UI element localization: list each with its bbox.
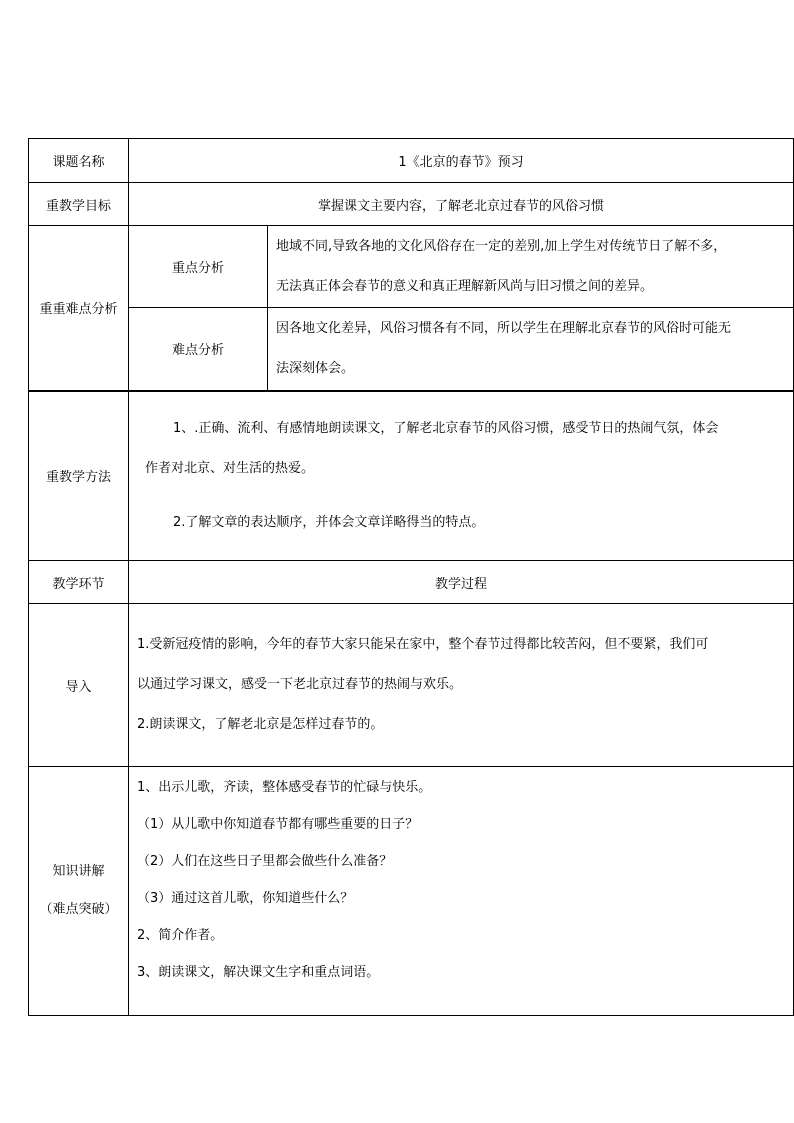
difficult-analysis-label: 难点分析 xyxy=(129,308,268,391)
knowledge-line: （3）通过这首儿歌，你知道些什么？ xyxy=(137,891,354,906)
intro-line: 1.受新冠疫情的影响，今年的春节大家只能呆在家中，整个春节过得都比较苦闷，但不要紧，我们可 xyxy=(137,637,709,652)
method-label: 重教学方法 xyxy=(29,391,129,561)
intro-line: 以通过学习课文，感受一下老北京过春节的热闹与欢乐。 xyxy=(137,677,463,692)
key-analysis-text xyxy=(268,226,794,308)
row-difficult-analysis xyxy=(29,308,794,391)
header-stage: 教学环节 xyxy=(29,561,129,604)
analysis-label: 重重难点分析 xyxy=(29,226,129,391)
knowledge-label xyxy=(29,767,129,1016)
knowledge-line: 3、朗读课文，解决课文生字和重点词语。 xyxy=(137,965,380,980)
key-analysis-line: 地域不同,导致各地的文化风俗存在一定的差别,加上学生对传统节日了解不多， xyxy=(276,238,727,254)
row-knowledge xyxy=(29,767,794,1016)
key-analysis-line: 无法真正体会春节的意义和真正理解新风尚与旧习惯之间的差异。 xyxy=(276,278,654,294)
intro-label: 导入 xyxy=(29,604,129,767)
title-value: 1《北京的春节》预习 xyxy=(129,139,794,183)
method-point-2: 2.了解文章的表达顺序，并体会文章详略得当的特点。 xyxy=(173,514,485,530)
header-process: 教学过程 xyxy=(129,561,794,604)
knowledge-text xyxy=(129,767,794,1016)
row-method xyxy=(29,391,794,561)
lesson-plan-table xyxy=(28,138,794,1016)
row-key-analysis xyxy=(29,226,794,308)
key-analysis-label: 重点分析 xyxy=(129,226,268,308)
row-title xyxy=(29,139,794,183)
knowledge-line: （1）从儿歌中你知道春节都有哪些重要的日子？ xyxy=(137,817,419,832)
goal-label: 重教学目标 xyxy=(29,183,129,226)
row-intro xyxy=(29,604,794,767)
method-line: 1、.正确、流利、有感情地朗读课文，了解老北京春节的风俗习惯，感受节日的热闹气氛，体会 xyxy=(173,420,719,436)
knowledge-line: （2）人们在这些日子里都会做些什么准备？ xyxy=(137,854,393,869)
intro-point-2: 2.朗读课文，了解老北京是怎样过春节的。 xyxy=(137,717,384,732)
row-goal xyxy=(29,183,794,226)
goal-value: 掌握课文主要内容，了解老北京过春节的风俗习惯 xyxy=(129,183,794,226)
title-label: 课题名称 xyxy=(29,139,129,183)
row-header xyxy=(29,561,794,604)
knowledge-label-main: 知识讲解 xyxy=(52,864,105,879)
difficult-analysis-text xyxy=(268,308,794,391)
intro-text xyxy=(129,604,794,767)
knowledge-line: 2、简介作者。 xyxy=(137,928,224,943)
method-text xyxy=(129,391,794,561)
knowledge-label-sub: （难点突破） xyxy=(39,902,118,917)
knowledge-line: 1、出示儿歌，齐读，整体感受春节的忙碌与快乐。 xyxy=(137,780,432,795)
method-line: 作者对北京、对生活的热爱。 xyxy=(145,460,315,476)
difficult-analysis-line: 因各地文化差异，风俗习惯各有不同，所以学生在理解北京春节的风俗时可能无 xyxy=(276,320,732,336)
difficult-analysis-line: 法深刻体会。 xyxy=(276,360,355,376)
